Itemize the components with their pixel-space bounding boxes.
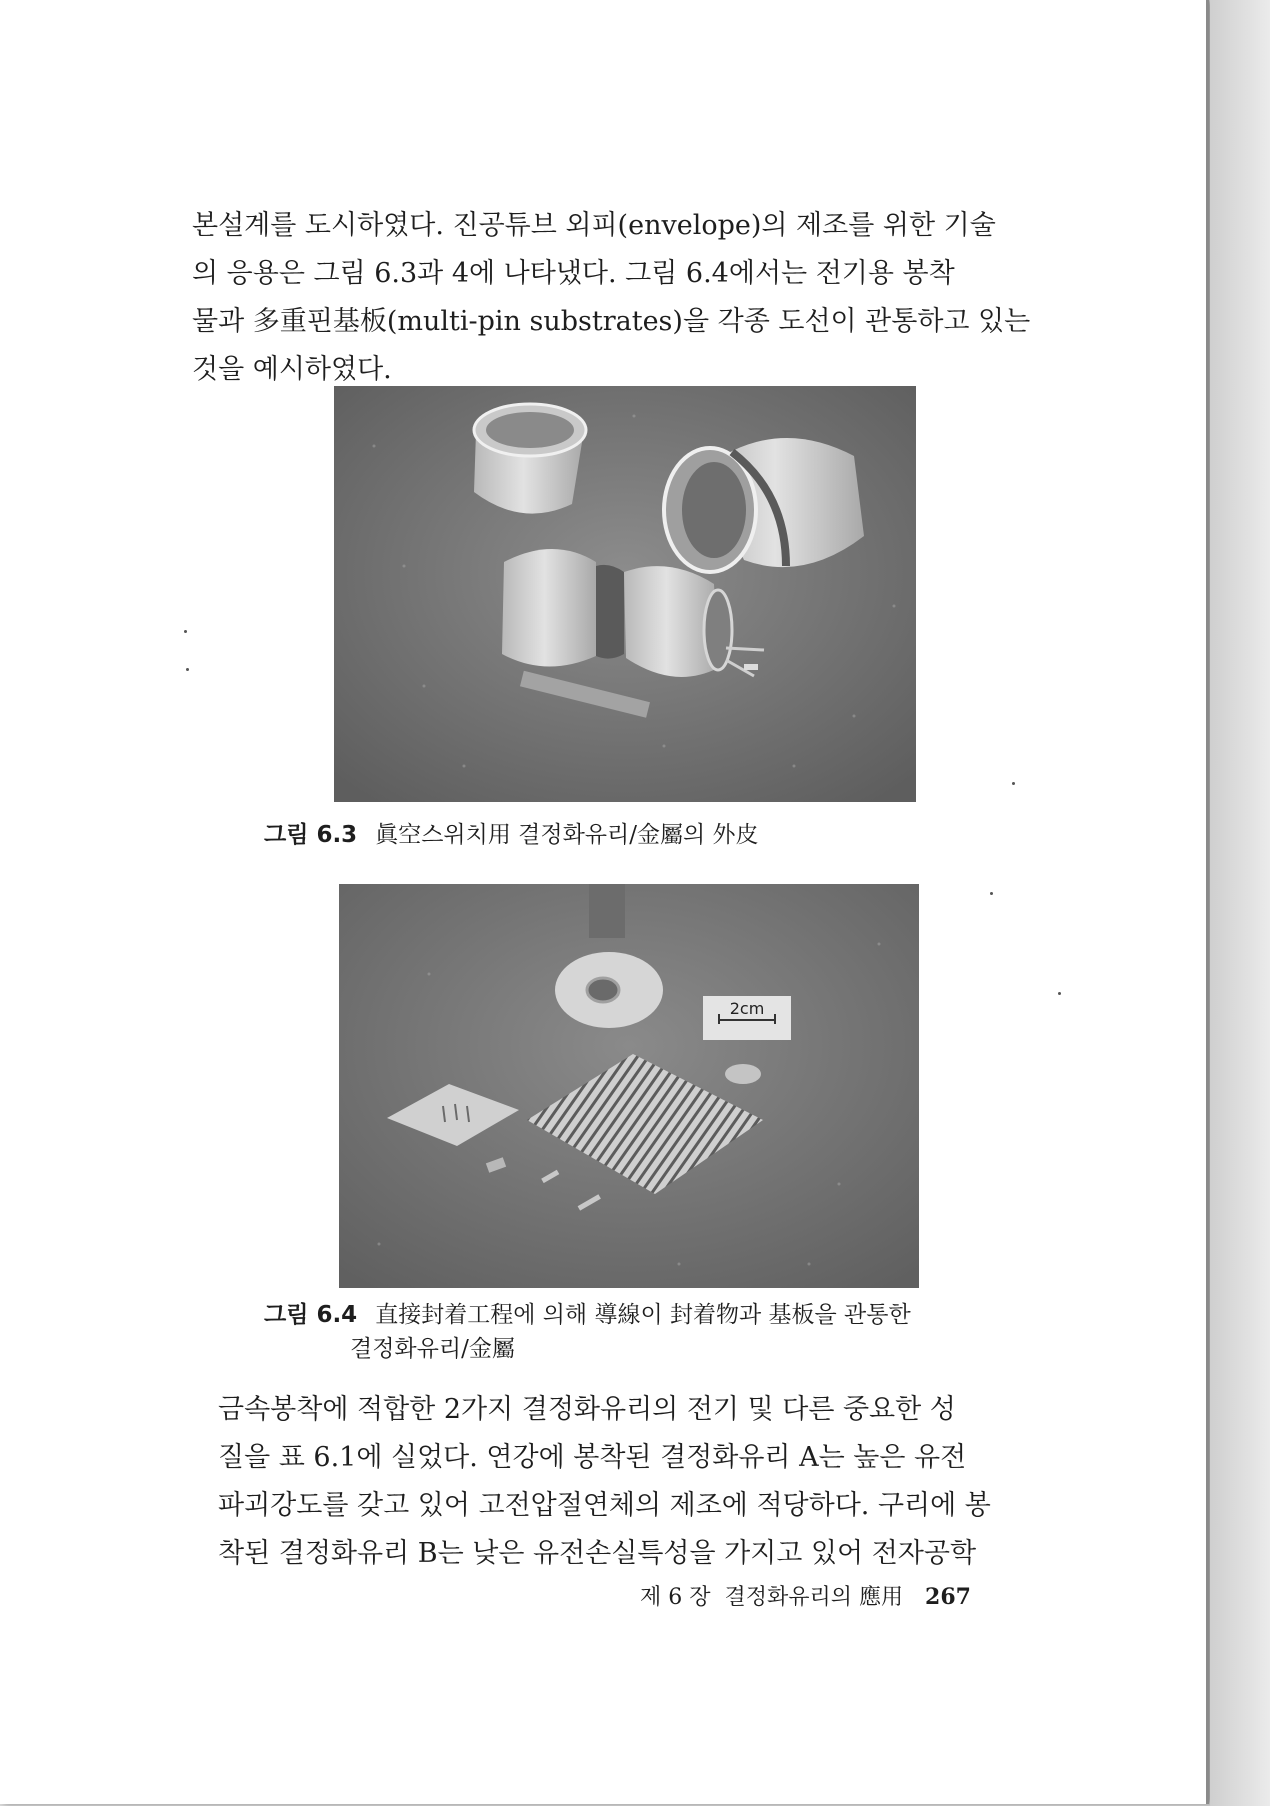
- small-disc: [725, 1064, 761, 1084]
- page-footer: [640, 1580, 985, 1611]
- figure-6-4-caption: [264, 1298, 911, 1366]
- paragraph-2: [192, 1386, 1026, 1578]
- text-line: 것을 예시하였다.: [192, 354, 392, 385]
- figure-6-3-photo: [334, 386, 916, 802]
- figure-label: 그림 6.4: [264, 1302, 358, 1328]
- vacuum-switch-envelopes-illustration: [334, 386, 916, 802]
- scan-speck: [186, 668, 189, 671]
- caption-text-continued: 결정화유리/金屬: [350, 1336, 515, 1362]
- small-ring-envelope: [474, 404, 586, 514]
- chapter-title: 결정화유리의 應用: [724, 1585, 904, 1610]
- sealed-substrates-illustration: [339, 884, 919, 1288]
- text-line: 착된 결정화유리 B는 낮은 유전손실특성을 가지고 있어 전자공학: [218, 1538, 977, 1569]
- page-number: 267: [925, 1584, 971, 1610]
- text-line: 금속봉착에 적합한 2가지 결정화유리의 전기 및 다른 중요한 성: [218, 1394, 956, 1425]
- washer-disc: [555, 952, 663, 1028]
- text-line: 물과 多重핀基板(multi-pin substrates)을 각종 도선이 관통하고 있는: [192, 306, 1031, 337]
- text-line: 본설계를 도시하였다. 진공튜브 외피(envelope)의 제조를 위한 기술: [192, 210, 996, 241]
- caption-text: 眞空스위치用 결정화유리/金屬의 外皮: [375, 822, 759, 848]
- scan-speck: [184, 630, 187, 633]
- text-line: 질을 표 6.1에 실었다. 연강에 봉착된 결정화유리 A는 높은 유전: [218, 1442, 967, 1473]
- scan-speck: [990, 892, 993, 895]
- text-line: 의 응용은 그림 6.3과 4에 나타냈다. 그림 6.4에서는 전기용 봉착: [192, 258, 955, 289]
- figure-6-4-photo: [339, 884, 919, 1288]
- scale-label: 2cm: [729, 999, 765, 1018]
- figure-6-3-caption: [264, 816, 759, 849]
- scan-speck: [1058, 992, 1061, 995]
- paragraph-1: [192, 202, 1031, 394]
- scale-bar-card: [703, 996, 791, 1040]
- text-line: 파괴강도를 갖고 있어 고전압절연체의 제조에 적당하다. 구리에 봉: [218, 1490, 991, 1521]
- large-ring-envelope: [664, 438, 864, 572]
- scan-speck: [1012, 782, 1015, 785]
- page-gutter: [1210, 0, 1270, 1806]
- chapter-label: 제 6 장: [640, 1585, 711, 1610]
- figure-label: 그림 6.3: [264, 822, 358, 848]
- caption-text: 直接封着工程에 의해 導線이 封着物과 基板을 관통한: [375, 1302, 911, 1328]
